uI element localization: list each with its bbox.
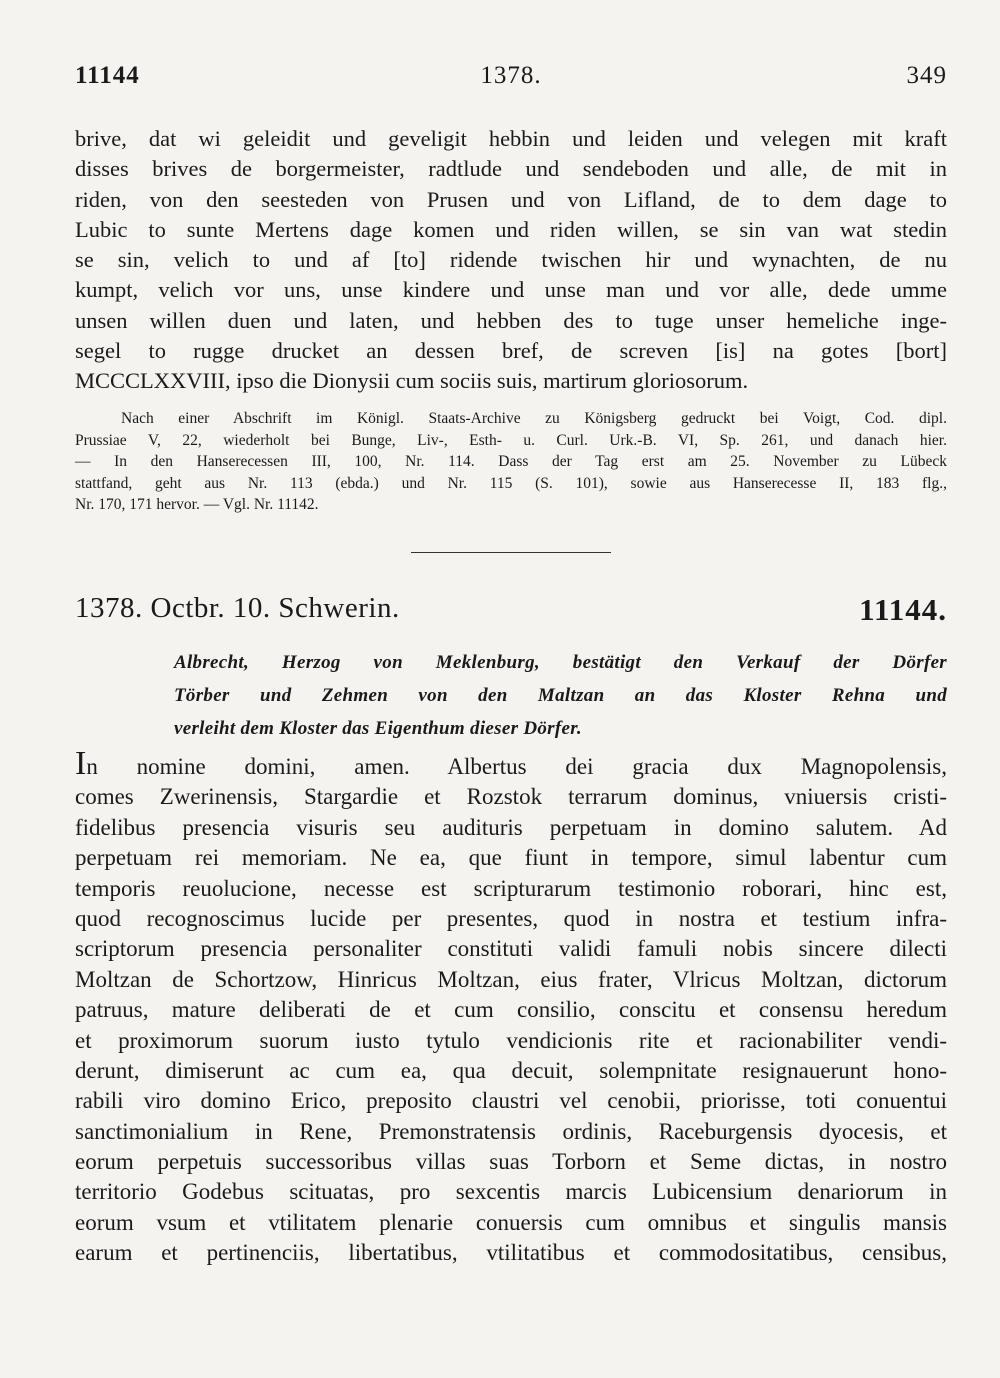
source-note-line: Nr. 170, 171 hervor. — Vgl. Nr. 11142. <box>75 496 319 514</box>
initial-letter: I <box>75 745 87 782</box>
text-line: fidelibus presencia visuris seu audituris perpetuam in domino salutem. Ad <box>75 814 947 840</box>
text-line: Lubic to sunte Mertens dage komen und riden willen, se sin van wat stedin <box>75 216 947 242</box>
text-line: perpetuam rei memoriam. Ne ea, que fiunt in tempore, simul labentur cum <box>75 845 947 871</box>
previous-document-text <box>75 124 947 397</box>
text-line: eorum perpetuis successoribus villas suas Torborn et Seme dictas, in nostro <box>75 1149 947 1175</box>
text-line: Moltzan de Schortzow, Hinricus Moltzan, eius frater, Vlricus Moltzan, dictorum <box>75 966 947 992</box>
text-line: disses brives de borgermeister, radtlude und sendeboden und alle, de mit in <box>75 156 947 182</box>
text-line: rabili viro domino Erico, preposito claustri vel cenobii, priorisse, toti conuentui <box>75 1088 947 1114</box>
text-line: comes Zwerinensis, Stargardie et Rozstok terrarum dominus, vniuersis cristi- <box>75 784 947 810</box>
running-head <box>75 62 947 98</box>
entry-number: 11144. <box>859 592 947 627</box>
text-line: et proximorum suorum iusto tytulo vendicionis rite et racionabiliter vendi- <box>75 1027 947 1053</box>
text-line: earum et pertinenciis, libertatibus, vtilitatibus et commodositatibus, censibus, <box>75 1240 947 1266</box>
running-head-year: 1378. <box>480 62 542 89</box>
entry-heading <box>75 592 947 632</box>
text-line: segel to rugge drucket an dessen bref, de screven [is] na gotes [bort] <box>75 338 947 364</box>
first-line-text: n nomine domini, amen. Albertus dei gracia dux Magnopolensis, <box>86 754 947 779</box>
text-line: MCCCLXXVIII, ipso die Dionysii cum sociis suis, martirum gloriosorum. <box>75 368 749 394</box>
text-line: se sin, velich to und af [to] ridende twischen hir und wynachten, de nu <box>75 247 947 273</box>
running-head-document-number: 11144 <box>75 62 140 89</box>
text-line: temporis reuolucione, necesse est scripturarum testimonio roborari, hinc est, <box>75 875 947 901</box>
text-line: riden, von den seesteden von Prusen und von Lifland, de to dem dage to <box>75 186 947 212</box>
document-text <box>75 745 947 1269</box>
summary-line: Albrecht, Herzog von Meklenburg, bestätigt den Verkauf der Dörfer <box>174 652 947 673</box>
text-line: sanctimonialium in Rene, Premonstratensis ordinis, Raceburgensis dyocesis, et <box>75 1118 947 1144</box>
entry-date-place: 1378. Octbr. 10. Schwerin. <box>75 592 400 624</box>
source-note-line: — In den Hanserecessen III, 100, Nr. 114. Dass der Tag erst am 25. November zu Lübeck <box>75 453 947 471</box>
section-divider <box>411 552 611 553</box>
text-line: eorum vsum et vtilitatem plenarie conuersis cum omnibus et singulis mansis <box>75 1209 947 1235</box>
text-line: scriptorum presencia personaliter constituti validi famuli nobis sincere dilecti <box>75 936 947 962</box>
source-note-line: Nach einer Abschrift im Königl. Staats-Archive zu Königsberg gedruckt bei Voigt, Cod. dipl. <box>121 410 947 427</box>
source-note <box>75 408 947 516</box>
summary-line: Törber und Zehmen von den Maltzan an das Kloster Rehna und <box>174 685 947 706</box>
entry-summary <box>174 646 947 745</box>
page-number: 349 <box>906 62 947 89</box>
source-note-line: Prussiae V, 22, wiederholt bei Bunge, Liv-, Esth- u. Curl. Urk.-B. VI, Sp. 261, und danach hier. <box>75 431 947 449</box>
text-line: patruus, mature deliberati de et cum consilio, conscitu et consensu heredum <box>75 997 947 1023</box>
text-line: quod recognoscimus lucide per presentes, quod in nostra et testium infra- <box>75 905 947 931</box>
text-line: brive, dat wi geleidit und geveligit hebbin und leiden und velegen mit kraft <box>75 126 947 151</box>
text-line-first <box>75 745 947 782</box>
text-line: kumpt, velich vor uns, unse kindere und unse man und vor alle, dede umme <box>75 277 947 303</box>
summary-line: verleiht dem Kloster das Eigenthum dieser Dörfer. <box>174 718 582 739</box>
text-line: derunt, dimiserunt ac cum ea, qua decuit, solempnitate resignauerunt hono- <box>75 1057 947 1083</box>
text-line: territorio Godebus scituatas, pro sexcentis marcis Lubicensium denariorum in <box>75 1179 947 1205</box>
source-note-line: stattfand, geht aus Nr. 113 (ebda.) und Nr. 115 (S. 101), sowie aus Hanserecesse II, 183 flg., <box>75 474 947 492</box>
text-line: unsen willen duen und laten, und hebben des to tuge unser hemeliche inge- <box>75 307 947 333</box>
